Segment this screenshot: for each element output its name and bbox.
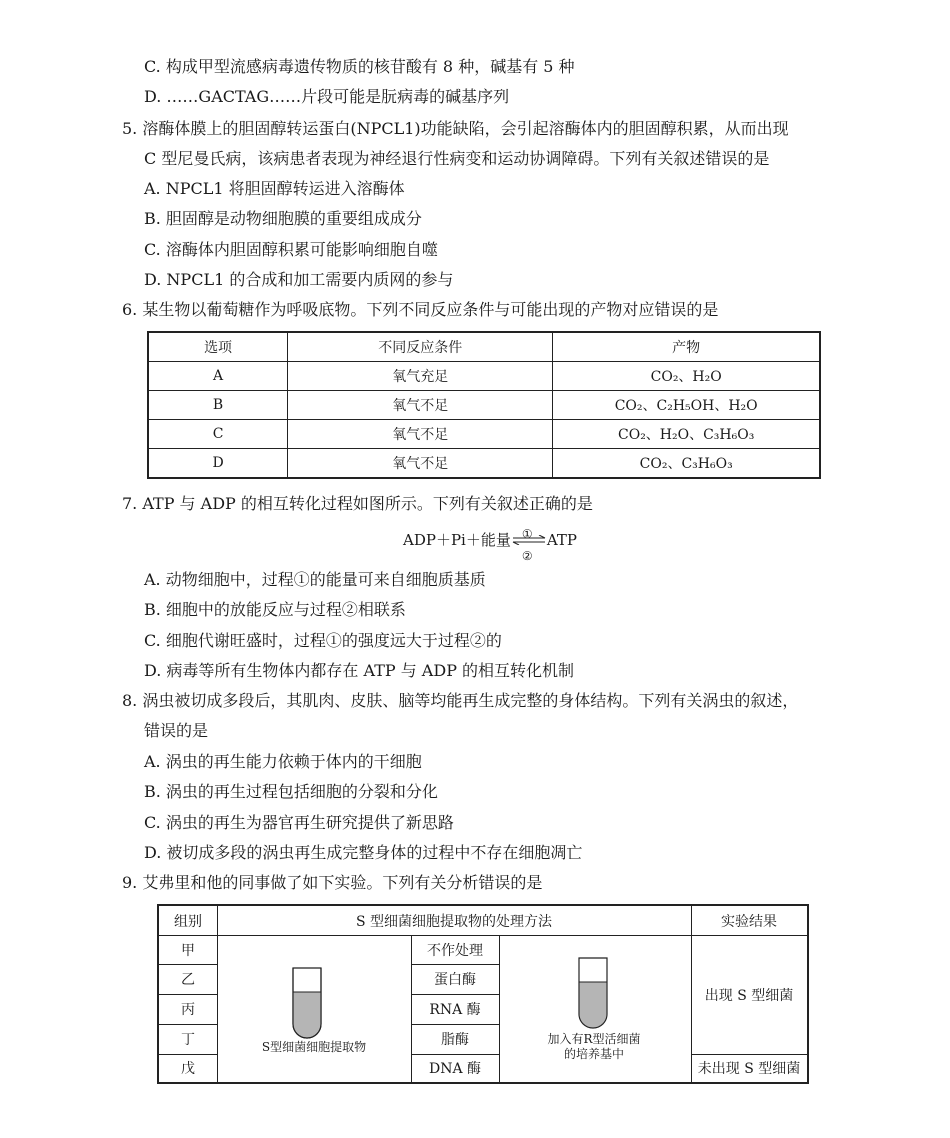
atp-adp-formula bbox=[403, 525, 577, 563]
q9-result-negative: 未出现 S 型细菌 bbox=[697, 1061, 801, 1077]
q9-group-cell: 甲 bbox=[181, 942, 195, 959]
q4-option-d: D. ……GACTAG……片段可能是朊病毒的碱基序列 bbox=[144, 87, 510, 106]
q9-tube-right-label-line2: 的培养基中 bbox=[563, 1047, 624, 1061]
reversible-arrow bbox=[512, 525, 546, 563]
q9-group-cell: 丁 bbox=[181, 1032, 195, 1048]
test-tube-icon bbox=[291, 966, 323, 1040]
q5-stem-line2: C 型尼曼氏病，该病患者表现为神经退行性病变和运动协调障碍。下列有关叙述错误的是 bbox=[144, 149, 770, 168]
q7-option-c: C. 细胞代谢旺盛时，过程①的强度远大于过程②的 bbox=[144, 631, 502, 650]
q6-cell-product: CO₂、C₃H₆O₃ bbox=[553, 449, 820, 479]
q6-table bbox=[147, 331, 821, 479]
q9-header-group: 组别 bbox=[174, 913, 202, 930]
q6-cell-condition: 氧气不足 bbox=[288, 391, 553, 420]
q5-option-d: D. NPCL1 的合成和加工需要内质网的参与 bbox=[144, 270, 454, 289]
divider bbox=[499, 935, 500, 1082]
q9-tube-left-label: S型细菌细胞提取物 bbox=[261, 1039, 367, 1054]
q6-cell-product: CO₂、H₂O bbox=[553, 362, 820, 391]
q8-stem-line2: 错误的是 bbox=[144, 721, 209, 740]
q5-option-b: B. 胆固醇是动物细胞膜的重要组成成分 bbox=[144, 209, 422, 228]
q6-cell-option: C bbox=[148, 420, 288, 449]
q9-treatment-cell: 蛋白酶 bbox=[434, 972, 476, 988]
q9-result-positive: 出现 S 型细菌 bbox=[704, 987, 794, 1004]
q9-group-cell: 戊 bbox=[181, 1061, 195, 1077]
forward-step-label: ① bbox=[521, 527, 533, 541]
q9-treatment-cell: 脂酶 bbox=[441, 1032, 469, 1048]
q6-stem: 6. 某生物以葡萄糖作为呼吸底物。下列不同反应条件与可能出现的产物对应错误的是 bbox=[122, 300, 719, 319]
q9-group-cell: 乙 bbox=[181, 972, 195, 988]
q9-header-result: 实验结果 bbox=[721, 913, 777, 930]
q6-header-condition: 不同反应条件 bbox=[288, 332, 553, 362]
q6-header-product: 产物 bbox=[553, 332, 820, 362]
formula-right: ATP bbox=[546, 531, 577, 549]
q9-treatment-cell: RNA 酶 bbox=[429, 1002, 481, 1018]
q6-cell-option: A bbox=[148, 362, 288, 391]
q8-stem-line1: 8. 涡虫被切成多段后，其肌肉、皮肤、脑等均能再生成完整的身体结构。下列有关涡虫的叙述， bbox=[122, 691, 799, 710]
q6-table-header bbox=[148, 332, 820, 362]
q6-cell-product: CO₂、C₂H₅OH、H₂O bbox=[553, 391, 820, 420]
q9-treatment-cell: DNA 酶 bbox=[428, 1061, 482, 1077]
q9-experiment-table bbox=[157, 904, 809, 1084]
reverse-step-label: ② bbox=[521, 549, 533, 563]
q5-option-a: A. NPCL1 将胆固醇转运进入溶酶体 bbox=[144, 179, 405, 198]
q8-option-c: C. 涡虫的再生为器官再生研究提供了新思路 bbox=[144, 813, 454, 832]
q5-stem-line1: 5. 溶酶体膜上的胆固醇转运蛋白(NPCL1)功能缺陷，会引起溶酶体内的胆固醇积累，从而出现 bbox=[122, 119, 789, 138]
q5-option-c: C. 溶酶体内胆固醇积累可能影响细胞自噬 bbox=[144, 240, 438, 259]
table-row bbox=[148, 449, 820, 479]
q8-option-d: D. 被切成多段的涡虫再生成完整身体的过程中不存在细胞凋亡 bbox=[144, 843, 583, 862]
q7-option-d: D. 病毒等所有生物体内都存在 ATP 与 ADP 的相互转化机制 bbox=[144, 661, 575, 680]
table-row bbox=[148, 420, 820, 449]
q7-option-a: A. 动物细胞中，过程①的能量可来自细胞质基质 bbox=[144, 570, 486, 589]
q9-treatment-cell: 不作处理 bbox=[427, 942, 483, 959]
q6-cell-option: B bbox=[148, 391, 288, 420]
q7-option-b: B. 细胞中的放能反应与过程②相联系 bbox=[144, 600, 406, 619]
q6-cell-condition: 氧气不足 bbox=[288, 449, 553, 479]
formula-left: ADP＋Pi＋能量 bbox=[403, 531, 511, 549]
q6-header-option: 选项 bbox=[148, 332, 288, 362]
q7-stem: 7. ATP 与 ADP 的相互转化过程如图所示。下列有关叙述正确的是 bbox=[122, 494, 593, 513]
q6-cell-product: CO₂、H₂O、C₃H₆O₃ bbox=[553, 420, 820, 449]
q9-stem: 9. 艾弗里和他的同事做了如下实验。下列有关分析错误的是 bbox=[122, 873, 543, 892]
q8-option-a: A. 涡虫的再生能力依赖于体内的干细胞 bbox=[144, 752, 422, 771]
q6-cell-condition: 氧气充足 bbox=[288, 362, 553, 391]
table-row bbox=[148, 391, 820, 420]
q9-group-cell: 丙 bbox=[181, 1002, 195, 1018]
q9-tube-right-label-line1: 加入有R型活细菌 bbox=[547, 1032, 641, 1046]
q6-cell-condition: 氧气不足 bbox=[288, 420, 553, 449]
q9-header-method: S 型细菌细胞提取物的处理方法 bbox=[355, 913, 553, 930]
q6-cell-option: D bbox=[148, 449, 288, 479]
q4-option-c: C. 构成甲型流感病毒遗传物质的核苷酸有 8 种，碱基有 5 种 bbox=[144, 57, 575, 76]
q8-option-b: B. 涡虫的再生过程包括细胞的分裂和分化 bbox=[144, 782, 438, 801]
test-tube-icon bbox=[577, 956, 609, 1030]
table-row bbox=[148, 362, 820, 391]
